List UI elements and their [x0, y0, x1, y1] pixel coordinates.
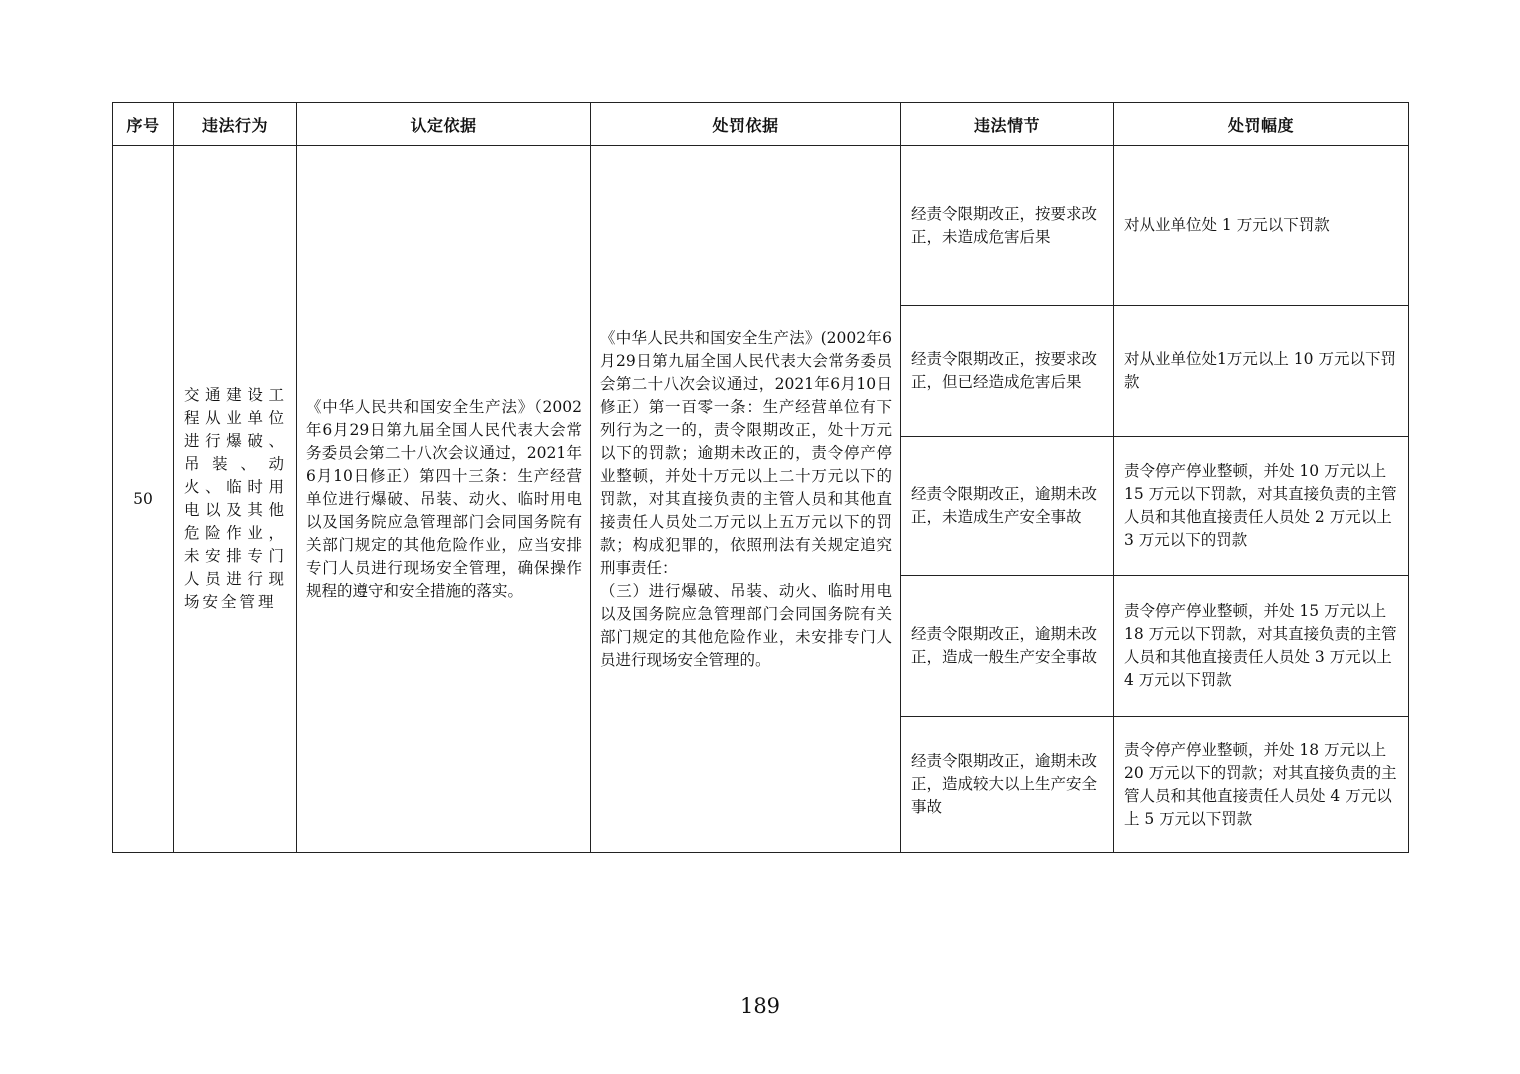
- penalty-range-text: 责令停产停业整顿，并处 18 万元以上 20 万元以下的罚款；对其直接负责的主管人员和其他直接责任人员处 4 万元以上 5 万元以下罚款: [1124, 740, 1397, 828]
- page-number: 189: [739, 994, 781, 1018]
- circumstance-text: 经责令限期改正，逾期未改正，造成一般生产安全事故: [911, 625, 1098, 666]
- circumstance-cell: [901, 306, 1114, 437]
- header-penalty-range: 处罚幅度: [1114, 103, 1409, 146]
- legal-basis-cell: [297, 146, 591, 853]
- table-header-row: [113, 103, 1409, 146]
- penalty-basis-main-text: 《中华人民共和国安全生产法》(2002年6月29日第九届全国人民代表大会常务委员会第二十八次会议通过，2021年6月10日修正）第一百零一条：生产经营单位有下列行为之一的，责令限期改正，处十万元以下的罚款；逾期未改正的，责令停产停业整顿，并处十万元以上二十万元以下的罚款，对其直接负责的主管人员和其他直接责任人员处二万元以上五万元以下的罚款；构成犯罪的，依照刑法有关规定追究刑事责任：: [600, 328, 892, 577]
- circumstance-text: 经责令限期改正，逾期未改正，造成较大以上生产安全事故: [911, 752, 1098, 816]
- violation-behavior-text: 交通建设工程从业单位进行爆破、吊装、动火、临时用电以及其他危险作业，未安排专门人员进行现场安全管理: [184, 386, 287, 611]
- circumstance-text: 经责令限期改正，按要求改正，未造成危害后果: [911, 204, 1098, 246]
- penalty-table: [112, 102, 1409, 853]
- circumstance-cell: [901, 437, 1114, 576]
- penalty-range-cell: [1114, 146, 1409, 306]
- penalty-range-cell: [1114, 576, 1409, 717]
- circumstance-text: 经责令限期改正，逾期未改正，未造成生产安全事故: [911, 485, 1098, 526]
- penalty-range-text: 对从业单位处1万元以上 10 万元以下罚款: [1124, 350, 1396, 391]
- circumstance-cell: [901, 717, 1114, 853]
- penalty-range-cell: [1114, 437, 1409, 576]
- table-row: [113, 146, 1409, 306]
- circumstance-text: 经责令限期改正，按要求改正，但已经造成危害后果: [911, 350, 1098, 391]
- header-index: 序号: [113, 103, 174, 146]
- header-penalty-basis: 处罚依据: [591, 103, 901, 146]
- circumstance-cell: [901, 146, 1114, 306]
- penalty-range-cell: [1114, 717, 1409, 853]
- header-violation-behavior: 违法行为: [174, 103, 297, 146]
- violation-behavior-cell: [174, 146, 297, 853]
- row-number: 50: [113, 146, 174, 853]
- circumstance-cell: [901, 576, 1114, 717]
- legal-basis-text: 《中华人民共和国安全生产法》（2002年6月29日第九届全国人民代表大会常务委员会第二十八次会议通过，2021年6月10日修正）第四十三条：生产经营单位进行爆破、吊装、动火、临时用电以及国务院应急管理部门会同国务院有关部门规定的其他危险作业，应当安排专门人员进行现场安全管理，确保操作规程的遵守和安全措施的落实。: [306, 397, 582, 600]
- header-legal-basis: 认定依据: [297, 103, 591, 146]
- penalty-range-cell: [1114, 306, 1409, 437]
- penalty-range-text: 责令停产停业整顿，并处 10 万元以上 15 万元以下罚款，对其直接负责的主管人员和其他直接责任人员处 2 万元以上 3 万元以下的罚款: [1124, 462, 1397, 549]
- penalty-basis-item-text: （三）进行爆破、吊装、动火、临时用电以及国务院应急管理部门会同国务院有关部门规定的其他危险作业，未安排专门人员进行现场安全管理的。: [600, 581, 892, 669]
- header-violation-circumstance: 违法情节: [901, 103, 1114, 146]
- penalty-range-text: 责令停产停业整顿，并处 15 万元以上 18 万元以下罚款，对其直接负责的主管人员和其他直接责任人员处 3 万元以上 4 万元以下罚款: [1124, 602, 1397, 689]
- penalty-basis-cell: [591, 146, 901, 853]
- penalty-range-text: 对从业单位处 1 万元以下罚款: [1124, 216, 1330, 234]
